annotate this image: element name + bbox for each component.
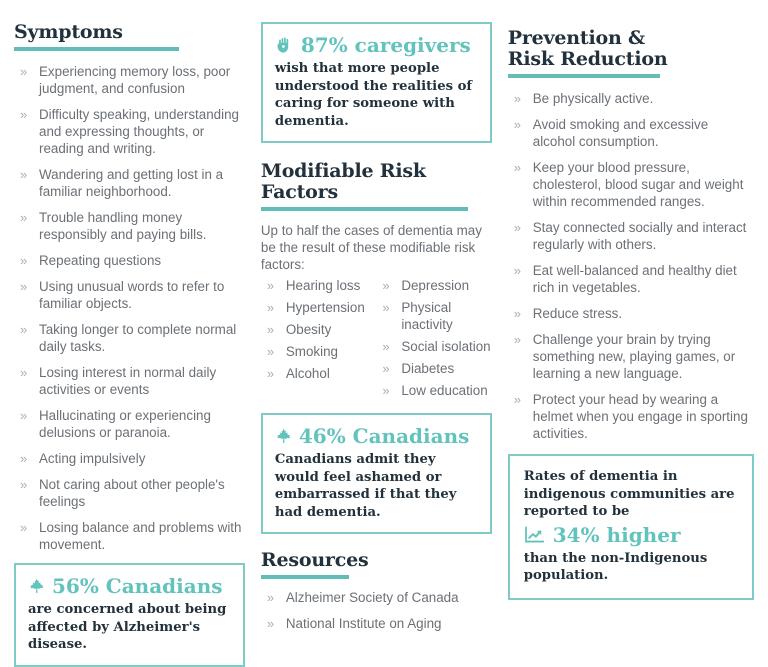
prevention-list [508,90,754,442]
stat-87-headline [275,33,478,57]
stat-box-34-higher [508,454,754,600]
list-item: » Smoking [261,343,376,360]
stat-box-87-caregivers [261,22,492,143]
list-item: » Difficulty speaking, understanding and expressing thoughts, or reading and writing. [14,106,245,157]
risk-factors-column-left [261,277,376,404]
stat-46-value: 46% Canadians [298,424,470,448]
symptoms-heading [14,22,245,51]
stat-87-value: 87% caregivers [300,33,471,57]
list-item: » Trouble handling money responsibly and paying bills. [14,209,245,243]
list-item: » Challenge your brain by trying something new, playing games, or learning a new language. [508,331,754,382]
risk-factors-heading-text: Modifiable Risk Factors [260,160,426,203]
middle-column [260,22,508,631]
list-item: » Hallucinating or experiencing delusions or paranoia. [14,407,245,441]
symptoms-section [14,22,245,553]
stat-34-headline [524,523,738,547]
risk-factors-column-right [376,277,491,404]
list-item: » Be physically active. [508,90,754,107]
prevention-heading-line2: Risk Reduction [507,48,668,70]
resources-heading-text: Resources [260,549,369,571]
maple-leaf-icon [28,577,45,595]
prevention-heading-line1: Prevention & [507,27,645,49]
heading-rule [261,207,468,211]
resources-heading [261,550,492,579]
risk-factors-columns [261,277,492,404]
list-item: » Keep your blood pressure, cholesterol, blood sugar and weight within recommended ranges. [508,159,754,210]
stat-56-value: 56% Canadians [52,574,223,598]
list-item: » Alcohol [261,365,376,382]
chart-up-icon [524,526,546,544]
resources-section [261,550,492,632]
stat-34-body-before: Rates of dementia in indigenous communities are reported to be [523,469,735,519]
prevention-heading [508,28,754,78]
stat-46-headline [275,424,478,448]
list-item: » Reduce stress. [508,305,754,322]
prevention-section [508,28,754,442]
list-item: » Hypertension [261,299,376,316]
heading-rule [508,74,660,78]
list-item: » Losing interest in normal daily activities or events [14,364,245,398]
list-item: » Using unusual words to refer to familiar objects. [14,278,245,312]
stat-56-headline [28,574,231,598]
list-item: » Avoid smoking and excessive alcohol consumption. [508,116,754,150]
list-item: » Eat well-balanced and healthy diet rich in vegetables. [508,262,754,296]
list-item: » Not caring about other people's feelings [14,476,245,510]
list-item: » Repeating questions [14,252,245,269]
risk-factors-section [261,161,492,404]
list-item: » Depression [376,277,491,294]
list-item: » Losing balance and problems with movement. [14,519,245,553]
list-item: » Experiencing memory loss, poor judgment, and confusion [14,63,245,97]
risk-factors-list-right [376,277,491,399]
list-item: » Wandering and getting lost in a familiar neighborhood. [14,166,245,200]
list-item[interactable]: » Alzheimer Society of Canada [261,589,492,606]
resources-list [261,589,492,632]
stat-56-body: are concerned about being affected by Alzheimer's disease. [28,602,227,652]
stat-34-value: 34% higher [552,522,681,547]
heading-rule [261,575,349,579]
maple-leaf-icon [275,427,292,445]
list-item: » Diabetes [376,360,491,377]
list-item: » Hearing loss [261,277,376,294]
list-item: » Stay connected socially and interact regularly with others. [508,219,754,253]
symptoms-list [14,63,245,553]
list-item: » Low education [376,382,491,399]
list-item: » Taking longer to complete normal daily tasks. [14,321,245,355]
left-column [14,21,261,652]
risk-factors-list-left [261,277,376,382]
stat-87-body: wish that more people understood the realities of caring for someone with dementia. [274,61,473,129]
list-item: » Obesity [261,321,376,338]
list-item: » Physical inactivity [376,299,491,333]
list-item: » Social isolation [376,338,491,355]
list-item: » Acting impulsively [14,450,245,467]
stat-box-46-canadians [261,413,492,534]
risk-factors-heading [261,161,492,211]
symptoms-heading-text: Symptoms [14,21,123,43]
caring-hand-icon [275,36,294,55]
right-column [508,22,754,582]
stat-box-56-canadians [14,563,245,667]
list-item: » Protect your head by wearing a helmet when you engage in sporting activities. [508,391,754,442]
risk-factors-intro: Up to half the cases of dementia may be the result of these modifiable risk factors: [260,223,482,272]
list-item[interactable]: » National Institute on Aging [261,615,492,632]
stat-34-body-after: than the non-Indigenous population. [523,550,708,583]
heading-rule [14,47,179,51]
stat-46-body: Canadians admit they would feel ashamed or embarrassed if that they had dementia. [274,452,457,520]
